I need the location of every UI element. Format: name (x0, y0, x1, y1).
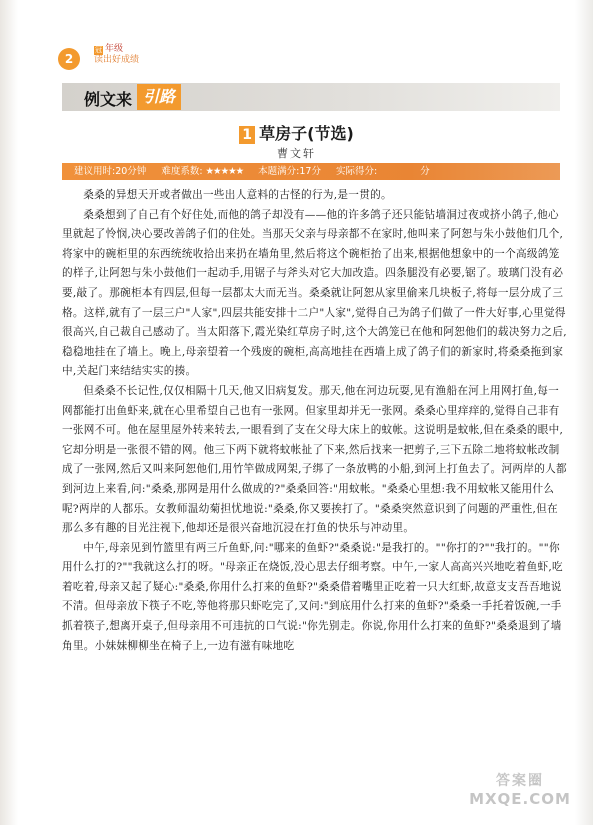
watermark-top: 答案圈 (496, 773, 544, 789)
article-number: 1 (239, 126, 255, 144)
series-line1: 年级 (105, 44, 124, 54)
watermark-logo (455, 770, 585, 818)
paragraph: 桑桑的异想天开或者做出一些出人意料的古怪的行为,是一贯的。 (83, 189, 392, 201)
series-logo (94, 44, 139, 66)
paragraph: 中午,母亲见到竹篮里有两三斤鱼虾,问:"哪来的鱼虾?"桑桑说:"是我打的。""你打的?""我打的。""你用什么打的?""我就这么打的呀。"母亲正在烧饭,没心思去仔细考察。中午,一家人高高兴兴地吃着鱼虾,吃着吃着,母亲又起了疑心:"桑桑,你用什么打来的鱼虾?"桑桑借着嘴里正吃着一只大红虾,故意支支吾吾地说不清。但母亲放下筷子不吃,等他将那只虾吃完了,又问:"到底用什么打来的鱼虾?"桑桑一手托着饭碗,一手抓着筷子,想离开桌子,但母亲用不可违抗的口气说:"你先别走。你说,你用什么打来的鱼虾?"桑桑退到了墙角里。小妹妹柳柳坐在椅子上,一边有滋有味地吃 (62, 541, 563, 652)
page-number: 2 (58, 48, 80, 70)
full-score: 本题满分:17分 (258, 166, 321, 177)
difficulty-stars-icon: ★★★★★ (205, 166, 244, 177)
actual-score: 实际得分: (335, 166, 378, 177)
paragraph: 桑桑想到了自己有个好住处,而他的鸽子却没有——他的许多鸽子还只能钻墙洞过夜或挤小鸽子,他心里就起了怜悯,决心要改善鸽子们的住处。当那天父亲与母亲都不在家时,他叫来了阿恕与朱小鼓他们几个,将家中的碗柜里的东西统统收拾出来扔在墙角里,然后将这个碗柜抬了出来,根据他想象中的一个高级鸽笼的样子,让阿恕与朱小鼓他们一起动手,用锯子与斧头对它大加改造。四条腿没有必要,锯了。玻璃门没有必要,敲了。那碗柜本有四层,但每一层都太大而无当。桑桑就让阿恕从家里偷来几块板子,将每一层分成了三格。这样,就有了一层三户"人家",四层共能安排十二户"人家",觉得自己为鸽子们做了一件大好事,心里觉得很高兴,自己裁自己感动了。当太阳落下,霞光染红草房子时,这个大鸽笼已在他和阿恕他们的载决努力之后,稳稳地挂在了墙上。晚上,母亲望着一个残废的碗柜,高高地挂在西墙上成了鸽子们的新家时,将桑桑拖到家中,关起门来结结实实的揍。 (62, 208, 567, 378)
article-body (62, 186, 567, 818)
paragraph: 但桑桑不长记性,仅仅相隔十几天,他又旧病复发。那天,他在河边玩耍,见有渔船在河上用网打鱼,每一网都能打出鱼虾来,就在心里希望自己也有一张网。但家里却并无一张网。桑桑心里痒痒的,觉得自己非有一张网不可。他在屋里屋外转来转去,一眼看到了支在父母大床上的蚊帐。这说明是蚊帐,但在桑桑的眼中,它却分明是一张很不错的网。他三下两下就将蚊帐扯了下来,然后找来一把剪子,三下五除二地将蚊帐改制成了一张网,然后又叫来阿恕他们,用竹竿做成网架,子绑了一条放鸭的小船,到河上打鱼去了。河两岸的人都到河边上来看,问:"桑桑,那网是用什么做成的?"桑桑回答:"用蚊帐。"桑桑心里想:我不用蚊帐又能用什么呢?两岸的人都乐。女教师温幼菊担忧地说:"桑桑,你又要挨打了。"桑桑突然意识到了问题的严重性,但在那么多有趣的目光注视下,他却还是很兴奋地沉浸在打鱼的快乐与冲动里。 (62, 384, 567, 535)
series-line2: 读出好成绩 (94, 55, 140, 65)
article-title-text: 草房子(节选) (259, 124, 354, 143)
section-banner-accent: 引路 (137, 84, 181, 110)
section-banner-prefix: 例文来 (84, 90, 133, 109)
info-bar (62, 163, 560, 180)
watermark-bottom: MXQE.COM (469, 790, 571, 808)
article-title (0, 121, 593, 144)
score-unit: 分 (420, 166, 430, 177)
difficulty-label: 难度系数: (161, 166, 203, 177)
suggested-time: 建议用时:20分钟 (74, 166, 147, 177)
series-logo-icon: 冠 (95, 46, 102, 54)
article-author: 曹文轩 (277, 147, 316, 160)
